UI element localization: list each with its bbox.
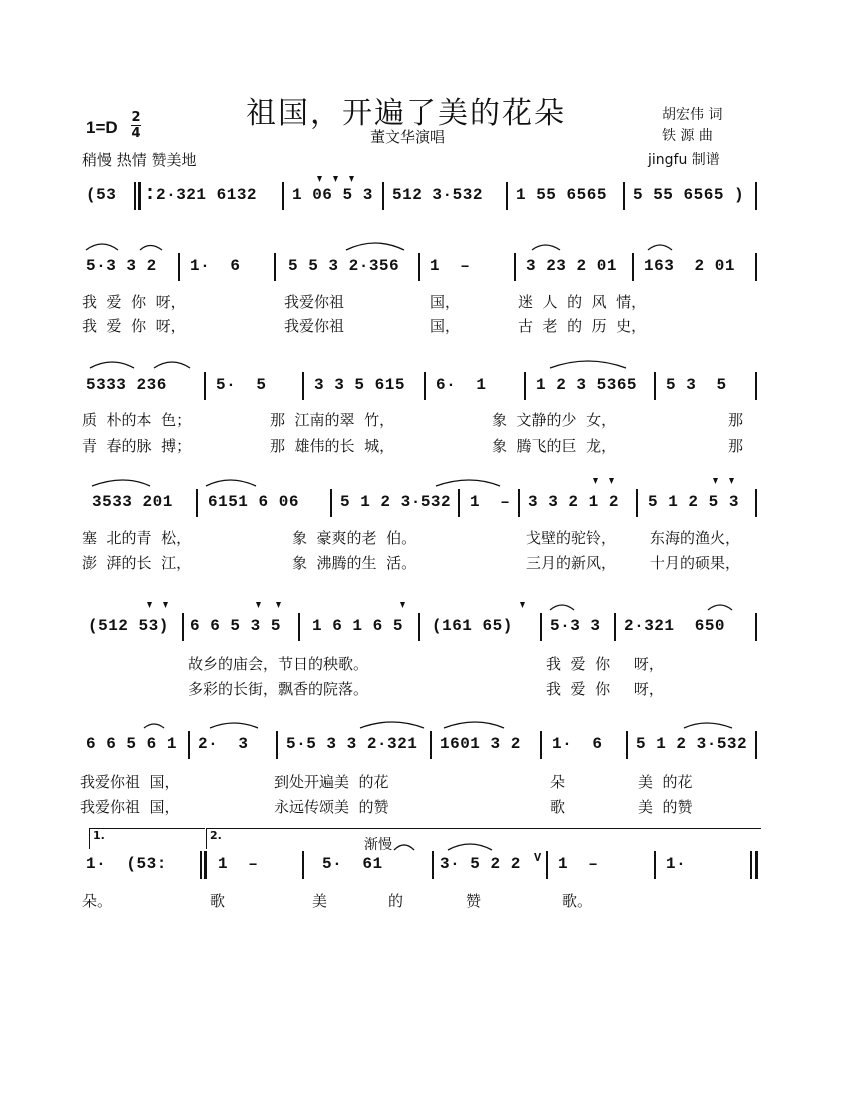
notes-segment: 5·3 3 2 bbox=[86, 257, 157, 275]
notes-segment: 2· 3 bbox=[198, 735, 249, 753]
notes-segment: 6 6 5 3 5 bbox=[190, 617, 281, 635]
notes-segment: (512 53) bbox=[88, 617, 169, 635]
notes-segment: 5 1 2 3·532 bbox=[636, 735, 748, 753]
notes-segment: 2·321 650 bbox=[624, 617, 726, 635]
singer-credit: 董文华演唱 bbox=[370, 128, 446, 146]
notes-segment: (161 65) bbox=[432, 617, 513, 635]
notes-segment: 1 06 5 3 bbox=[292, 186, 373, 204]
notes-segment: (53 bbox=[86, 186, 117, 204]
second-ending-bracket: 2. bbox=[206, 828, 761, 849]
notes-segment: 5 3 5 bbox=[666, 376, 727, 394]
notes-segment: 6151 6 06 bbox=[208, 493, 299, 511]
notes-segment: 512 3·532 bbox=[392, 186, 483, 204]
notes-segment: 1 – bbox=[470, 493, 511, 511]
notes-segment: 1 6 1 6 5 bbox=[312, 617, 403, 635]
lyrics-row-6-verse-1: 我爱你祖 国， 到处开遍美 的花 朵 美 的花 bbox=[80, 773, 693, 791]
notes-segment: 5 5 3 2·356 bbox=[288, 257, 400, 275]
notes-segment: 5 55 6565 ) bbox=[633, 186, 745, 204]
notes-segment: 5· 61 bbox=[322, 855, 383, 873]
lyrics-row-3-verse-2: 青 春的脉 搏； 那 雄伟的长 城， 象 腾飞的巨 龙， 那 bbox=[82, 437, 744, 455]
notes-segment: 1· 6 bbox=[190, 257, 241, 275]
tempo-change: 渐慢 bbox=[364, 837, 392, 853]
notes-segment: 3533 201 bbox=[92, 493, 173, 511]
composer-credit: 铁 源 曲 bbox=[662, 128, 713, 144]
notes-segment: 5· 5 bbox=[216, 376, 267, 394]
notes-segment: 1 – bbox=[558, 855, 599, 873]
notes-segment: 1· (53: bbox=[86, 855, 167, 873]
time-signature-top: 2 bbox=[131, 110, 141, 125]
lyrics-row-7: 朵。 歌 美 的 赞 歌。 bbox=[82, 892, 593, 910]
lyrics-row-6-verse-2: 我爱你祖 国， 永远传颂美 的赞 歌 美 的赞 bbox=[80, 798, 693, 816]
music-row-1: (53 : 2·321 6132 1 06 5 3 512 3·532 1 55 6565 5 55 6565 ) bbox=[78, 186, 762, 210]
lyrics-row-3-verse-1: 质 朴的本 色； 那 江南的翠 竹， 象 文静的少 女， 那 bbox=[82, 411, 744, 429]
lyrics-row-2-verse-1: 我 爱 你 呀， 我爱你祖 国， 迷 人 的 风 情， bbox=[82, 293, 647, 311]
lyrics-row-5-verse-1: 故乡的庙会，节日的秧歌。 我 爱 你 呀， bbox=[188, 655, 664, 673]
notes-segment: 1601 3 2 bbox=[440, 735, 521, 753]
breath-mark: V bbox=[534, 851, 542, 865]
notes-segment: 3 23 2 01 bbox=[526, 257, 617, 275]
notes-segment: 6 6 5 6 1 bbox=[86, 735, 177, 753]
notes-segment: 1 – bbox=[430, 257, 471, 275]
tempo-marking: 稍慢 热情 赞美地 bbox=[82, 151, 197, 169]
notes-segment: 5 1 2 3·532 bbox=[340, 493, 452, 511]
song-title: 祖国，开遍了美的花朵 bbox=[246, 96, 566, 131]
lyrics-row-2-verse-2: 我 爱 你 呀， 我爱你祖 国， 古 老 的 历 史， bbox=[82, 317, 647, 335]
lyrics-row-4-verse-2: 澎 湃的长 江， 象 沸腾的生 活。 三月的新风， 十月的硕果， bbox=[82, 554, 741, 572]
notes-segment: 5·3 3 bbox=[550, 617, 601, 635]
notes-segment: 1· bbox=[666, 855, 687, 873]
notes-segment: 1 55 6565 bbox=[516, 186, 607, 204]
key-signature: 1=D bbox=[86, 118, 118, 137]
notes-segment: 3 3 2 1 2 bbox=[528, 493, 619, 511]
lyrics-row-4-verse-1: 塞 北的青 松， 象 豪爽的老 伯。 戈壁的驼铃， 东海的渔火， bbox=[82, 529, 741, 547]
first-ending-bracket: 1. bbox=[89, 828, 205, 849]
lyrics-row-5-verse-2: 多彩的长街，飘香的院落。 我 爱 你 呀， bbox=[188, 680, 664, 698]
notes-segment: 1 2 3 5365 bbox=[536, 376, 638, 394]
notes-segment: 1· 6 bbox=[552, 735, 603, 753]
time-signature-bottom: 4 bbox=[131, 126, 141, 141]
notes-segment: 6· 1 bbox=[436, 376, 487, 394]
engraver-credit: jingfu 制谱 bbox=[648, 152, 720, 168]
notes-segment: 3· 5 2 2 bbox=[440, 855, 521, 873]
notes-segment: 3 3 5 615 bbox=[314, 376, 405, 394]
notes-segment: 5333 236 bbox=[86, 376, 167, 394]
lyricist-credit: 胡宏伟 词 bbox=[662, 107, 723, 123]
notes-segment: 1 – bbox=[218, 855, 259, 873]
notes-segment: 163 2 01 bbox=[644, 257, 735, 275]
notes-segment: 5 1 2 5 3 bbox=[648, 493, 739, 511]
notes-segment: 2·321 6132 bbox=[156, 186, 258, 204]
notes-segment: 5·5 3 3 2·321 bbox=[286, 735, 418, 753]
